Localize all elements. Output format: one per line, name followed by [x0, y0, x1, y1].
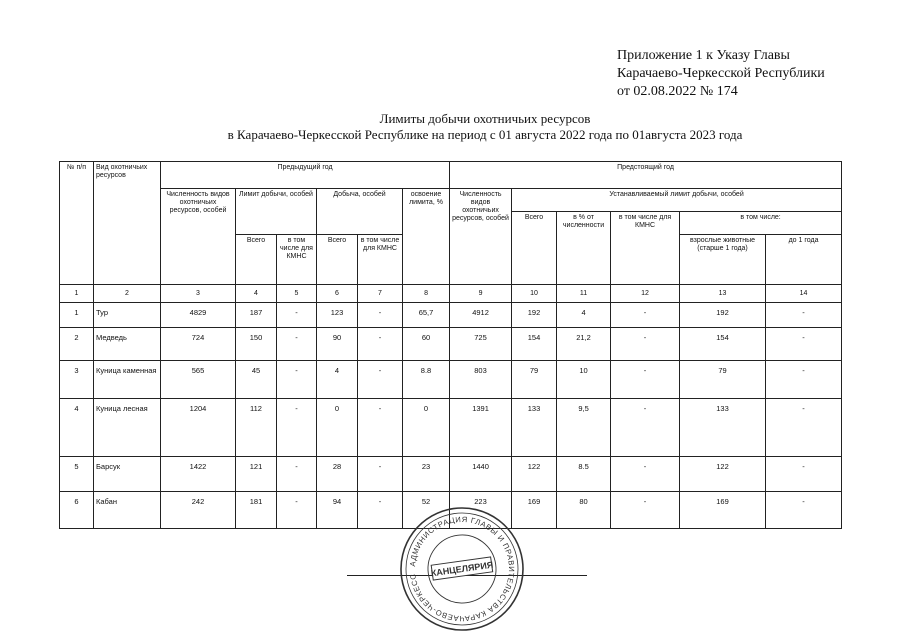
stamp-ring-text: АДМИНИСТРАЦИЯ ГЛАВЫ И ПРАВИТЕЛЬСТВА КАРАЧАЕВО-ЧЕРКЕССКОЙ	[408, 514, 517, 624]
cell-usage: 60	[403, 328, 450, 361]
cell-usage: 0	[403, 399, 450, 457]
col-number: 4	[236, 285, 277, 303]
cell-kmns: -	[611, 399, 680, 457]
header-prev-limit: Лимит добычи, особей	[236, 189, 317, 235]
cell-n: 6	[60, 492, 94, 529]
cell-limit-kmns: -	[277, 303, 317, 328]
table-row	[60, 303, 842, 328]
title-line-2: в Карачаево-Черкесской Республике на период с 01 августа 2022 года по 01августа 2023 года	[227, 127, 743, 142]
header-next-count: Численность видов охотничьих ресурсов, особей	[450, 189, 512, 285]
appendix-line-1: Приложение 1 к Указу Главы	[617, 48, 790, 63]
header-adult: взрослые животные (старше 1 года)	[680, 235, 766, 285]
header-species: Вид охотничьих ресурсов	[94, 162, 161, 285]
title-line-1: Лимиты добычи охотничьих ресурсов	[379, 111, 591, 126]
cell-count: 724	[161, 328, 236, 361]
cell-next-count: 803	[450, 361, 512, 399]
cell-adult: 154	[680, 328, 766, 361]
cell-kmns: -	[611, 492, 680, 529]
header-next-pct: в % от численности	[557, 212, 611, 285]
column-numbers-row	[60, 285, 842, 303]
cell-catch-kmns: -	[358, 399, 403, 457]
col-number: 6	[317, 285, 358, 303]
cell-limit: 150	[236, 328, 277, 361]
cell-catch-kmns: -	[358, 457, 403, 492]
cell-limit: 181	[236, 492, 277, 529]
cell-next-total: 169	[512, 492, 557, 529]
header-next-including: в том числе:	[680, 212, 842, 235]
header-prev-year: Предыдущий год	[161, 162, 450, 189]
cell-limit-kmns: -	[277, 328, 317, 361]
cell-usage: 8.8	[403, 361, 450, 399]
header-young: до 1 года	[766, 235, 842, 285]
cell-catch-kmns: -	[358, 361, 403, 399]
cell-n: 4	[60, 399, 94, 457]
header-prev-catch: Добыча, особей	[317, 189, 403, 235]
header-num: № п/п	[60, 162, 94, 285]
col-number: 12	[611, 285, 680, 303]
cell-next-count: 725	[450, 328, 512, 361]
cell-usage: 23	[403, 457, 450, 492]
table-row	[60, 399, 842, 457]
cell-limit: 112	[236, 399, 277, 457]
header-limit-kmns: в том числе для КМНС	[277, 235, 317, 285]
cell-count: 4829	[161, 303, 236, 328]
cell-young: -	[766, 361, 842, 399]
cell-young: -	[766, 328, 842, 361]
cell-adult: 169	[680, 492, 766, 529]
col-number: 9	[450, 285, 512, 303]
cell-usage: 52	[403, 492, 450, 529]
table-row	[60, 328, 842, 361]
cell-n: 3	[60, 361, 94, 399]
cell-next-total: 122	[512, 457, 557, 492]
stamp-center-text: КАНЦЕЛЯРИЯ	[430, 559, 494, 579]
cell-pct: 9,5	[557, 399, 611, 457]
cell-name: Кабан	[94, 492, 161, 529]
cell-n: 5	[60, 457, 94, 492]
cell-count: 242	[161, 492, 236, 529]
header-next-year: Предстоящий год	[450, 162, 842, 189]
col-number: 5	[277, 285, 317, 303]
cell-limit-kmns: -	[277, 457, 317, 492]
cell-catch: 28	[317, 457, 358, 492]
cell-young: -	[766, 492, 842, 529]
cell-name: Куница лесная	[94, 399, 161, 457]
cell-name: Куница каменная	[94, 361, 161, 399]
cell-catch: 4	[317, 361, 358, 399]
cell-usage: 65,7	[403, 303, 450, 328]
col-number: 2	[94, 285, 161, 303]
office-stamp	[398, 505, 526, 633]
cell-catch: 0	[317, 399, 358, 457]
table-row	[60, 361, 842, 399]
cell-catch: 90	[317, 328, 358, 361]
document-title	[150, 111, 820, 143]
appendix-line-2: Карачаево-Черкесской Республики	[617, 66, 825, 81]
cell-next-count: 223	[450, 492, 512, 529]
col-number: 11	[557, 285, 611, 303]
cell-limit-kmns: -	[277, 399, 317, 457]
cell-catch-kmns: -	[358, 328, 403, 361]
header-next-limit: Устанавливаемый лимит добычи, особей	[512, 189, 842, 212]
cell-adult: 122	[680, 457, 766, 492]
cell-kmns: -	[611, 361, 680, 399]
cell-catch-kmns: -	[358, 492, 403, 529]
header-catch-total: Всего	[317, 235, 358, 285]
cell-limit: 121	[236, 457, 277, 492]
table-row	[60, 457, 842, 492]
cell-pct: 8.5	[557, 457, 611, 492]
header-next-kmns: в том числе для КМНС	[611, 212, 680, 285]
cell-catch: 94	[317, 492, 358, 529]
cell-n: 2	[60, 328, 94, 361]
cell-limit-kmns: -	[277, 361, 317, 399]
appendix-line-3: от 02.08.2022 № 174	[617, 84, 738, 99]
cell-n: 1	[60, 303, 94, 328]
col-number: 8	[403, 285, 450, 303]
cell-name: Тур	[94, 303, 161, 328]
col-number: 1	[60, 285, 94, 303]
col-number: 10	[512, 285, 557, 303]
cell-name: Барсук	[94, 457, 161, 492]
cell-pct: 10	[557, 361, 611, 399]
cell-pct: 80	[557, 492, 611, 529]
cell-catch-kmns: -	[358, 303, 403, 328]
header-prev-count: Численность видов охотничьих ресурсов, особей	[161, 189, 236, 285]
cell-next-total: 192	[512, 303, 557, 328]
cell-next-count: 1391	[450, 399, 512, 457]
cell-next-total: 79	[512, 361, 557, 399]
cell-name: Медведь	[94, 328, 161, 361]
header-limit-total: Всего	[236, 235, 277, 285]
cell-next-total: 133	[512, 399, 557, 457]
cell-kmns: -	[611, 457, 680, 492]
cell-limit: 45	[236, 361, 277, 399]
cell-catch: 123	[317, 303, 358, 328]
col-number: 7	[358, 285, 403, 303]
cell-adult: 192	[680, 303, 766, 328]
cell-pct: 21,2	[557, 328, 611, 361]
cell-adult: 133	[680, 399, 766, 457]
cell-limit: 187	[236, 303, 277, 328]
cell-young: -	[766, 457, 842, 492]
cell-next-count: 4912	[450, 303, 512, 328]
col-number: 14	[766, 285, 842, 303]
cell-pct: 4	[557, 303, 611, 328]
header-catch-kmns: в том числе для КМНС	[358, 235, 403, 285]
header-next-total: Всего	[512, 212, 557, 285]
cell-limit-kmns: -	[277, 492, 317, 529]
cell-kmns: -	[611, 328, 680, 361]
cell-adult: 79	[680, 361, 766, 399]
cell-next-count: 1440	[450, 457, 512, 492]
cell-count: 565	[161, 361, 236, 399]
cell-next-total: 154	[512, 328, 557, 361]
cell-young: -	[766, 303, 842, 328]
cell-kmns: -	[611, 303, 680, 328]
limits-table	[59, 161, 842, 529]
cell-young: -	[766, 399, 842, 457]
appendix-note	[617, 47, 825, 101]
cell-count: 1204	[161, 399, 236, 457]
col-number: 13	[680, 285, 766, 303]
header-prev-usage: освоение лимита, %	[403, 189, 450, 285]
col-number: 3	[161, 285, 236, 303]
cell-count: 1422	[161, 457, 236, 492]
